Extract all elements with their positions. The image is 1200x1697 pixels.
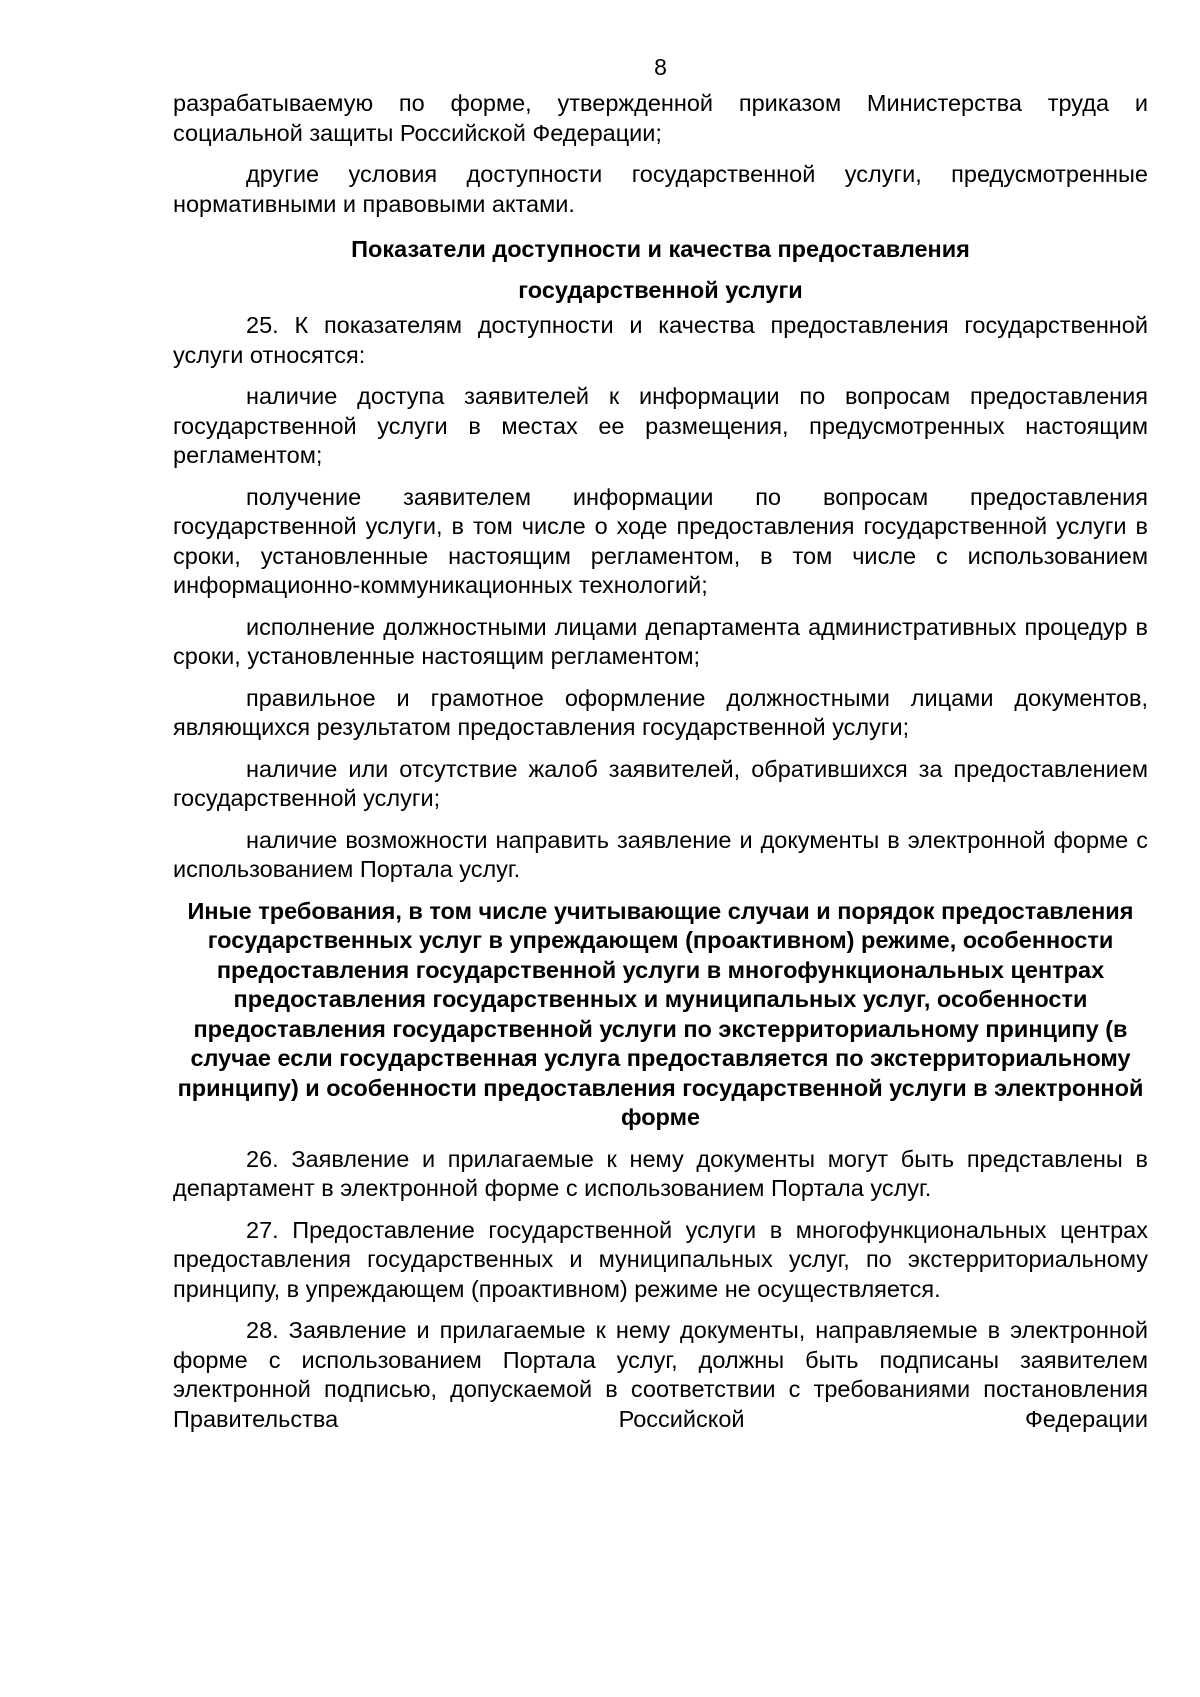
paragraph-26: 26. Заявление и прилагаемые к нему документы могут быть представлены в департамент в электронной форме с использованием Портала услуг. [173,1145,1148,1201]
paragraph-28: 28. Заявление и прилагаемые к нему документы, направляемые в электронной форме с использованием Портала услуг, должны быть подписаны заявителем электронной подписью, допускаемой в соответствии с требованиями постановления Правительства Российской Федерации [173,1317,1148,1432]
page-number: 8 [654,54,667,80]
paragraph-receiving-info: получение заявителем информации по вопросам предоставления государственной услуги, в том числе о ходе предоставления государственной услуги в сроки, установленные настоящим регламентом, в том числе с использованием информационно-коммуникационных технологий; [173,483,1148,598]
paragraph-complaints: наличие или отсутствие жалоб заявителей, обратившихся за предоставлением государственной услуги; [173,755,1148,811]
paragraph-access-info: наличие доступа заявителей к информации по вопросам предоставления государственной услуги в местах ее размещения, предусмотренных настоящим регламентом; [173,383,1148,468]
paragraph-other-conditions: другие условия доступности государственной услуги, предусмотренные нормативными и правовыми актами. [173,161,1148,217]
document-page [173,52,1148,1446]
paragraph-document-processing: правильное и грамотное оформление должностными лицами документов, являющихся результатом предоставления государственной услуги; [173,684,1148,740]
paragraph-electronic-submission: наличие возможности направить заявление и документы в электронной форме с использованием Портала услуг. [173,826,1148,882]
section-heading-indicators-line1: Показатели доступности и качества предоставления [351,236,970,262]
paragraph-procedures-deadlines: исполнение должностными лицами департамента административных процедур в сроки, установленные настоящим регламентом; [173,613,1148,669]
paragraph-25: 25. К показателям доступности и качества предоставления государственной услуги относятся: [173,312,1148,368]
section-heading-other-requirements: Иные требования, в том числе учитывающие случаи и порядок предоставления государственных услуг в упреждающем (проактивном) режиме, особенности предоставления государственной услуги в многофункциональных центрах предоставления государственных и муниципальных услуг, особенности предоставления государственной услуги по экстерриториальному принципу (в случае если государственная услуга предоставляется по экстерриториальному принципу) и особенности предоставления государственной услуги в электронной форме [177,897,1144,1130]
paragraph-form-approved: разрабатываемую по форме, утвержденной приказом Министерства труда и социальной защиты Российской Федерации; [173,90,1148,146]
section-heading-indicators [173,229,1148,311]
paragraph-27: 27. Предоставление государственной услуги в многофункциональных центрах предоставления государственных и муниципальных услуг, по экстерриториальному принципу, в упреждающем (проактивном) режиме не осуществляется. [173,1216,1148,1302]
section-heading-indicators-line2: государственной услуги [518,277,803,303]
